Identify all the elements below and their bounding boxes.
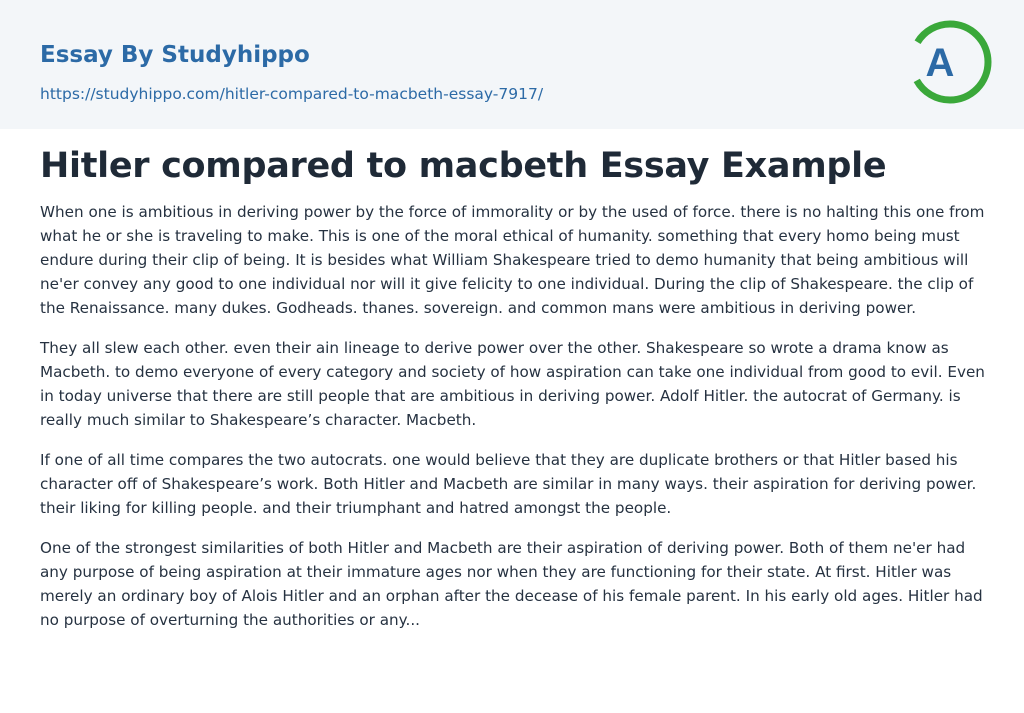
paragraph-1: When one is ambitious in deriving power by the force of immorality or by the used of force. there is no halting this one from what he or she is traveling to make. This is one of the moral ethical of humanity. something that every homo being must endure during their clip of being. It is besides what William Shakespeare tried to demo humanity that being ambitious will ne'er convey any good to one individual nor will it give felicity to one individual. During the clip of Shakespeare. the clip of the Renaissance. many dukes. Godheads. thanes. sovereign. and common mans were ambitious in deriving power. bbox=[40, 203, 985, 317]
studyhippo-logo-icon[interactable] bbox=[904, 14, 996, 106]
logo-letter: A bbox=[925, 41, 955, 85]
page-url-link[interactable]: https://studyhippo.com/hitler-compared-to-macbeth-essay-7917/ bbox=[40, 85, 544, 103]
site-brand[interactable]: Essay By Studyhippo bbox=[40, 42, 310, 68]
site-header bbox=[0, 0, 1024, 129]
paragraph-4: One of the strongest similarities of both Hitler and Macbeth are their aspiration of deriving power. Both of them ne'er had any purpose of being aspiration at their immature ages nor when they are functioning for their state. At first. Hitler was merely an ordinary boy of Alois Hitler and an orphan after the decease of his female parent. In his early old ages. Hitler had no purpose of overturning the authorities or any... bbox=[40, 539, 983, 629]
paragraph-3: If one of all time compares the two autocrats. one would believe that they are duplicate brothers or that Hitler based his character off of Shakespeare’s work. Both Hitler and Macbeth are similar in many ways. their aspiration for deriving power. their liking for killing people. and their triumphant and hatred amongst the people. bbox=[40, 451, 977, 517]
article-body bbox=[40, 200, 988, 648]
paragraph-2: They all slew each other. even their ain lineage to derive power over the other. Shakespeare so wrote a drama know as Macbeth. to demo everyone of every category and society of how aspiration can take one individual from good to evil. Even in today universe that there are still people that are ambitious in deriving power. Adolf Hitler. the autocrat of Germany. is really much similar to Shakespeare’s character. Macbeth. bbox=[40, 339, 985, 429]
page-title: Hitler compared to macbeth Essay Example bbox=[40, 146, 887, 186]
